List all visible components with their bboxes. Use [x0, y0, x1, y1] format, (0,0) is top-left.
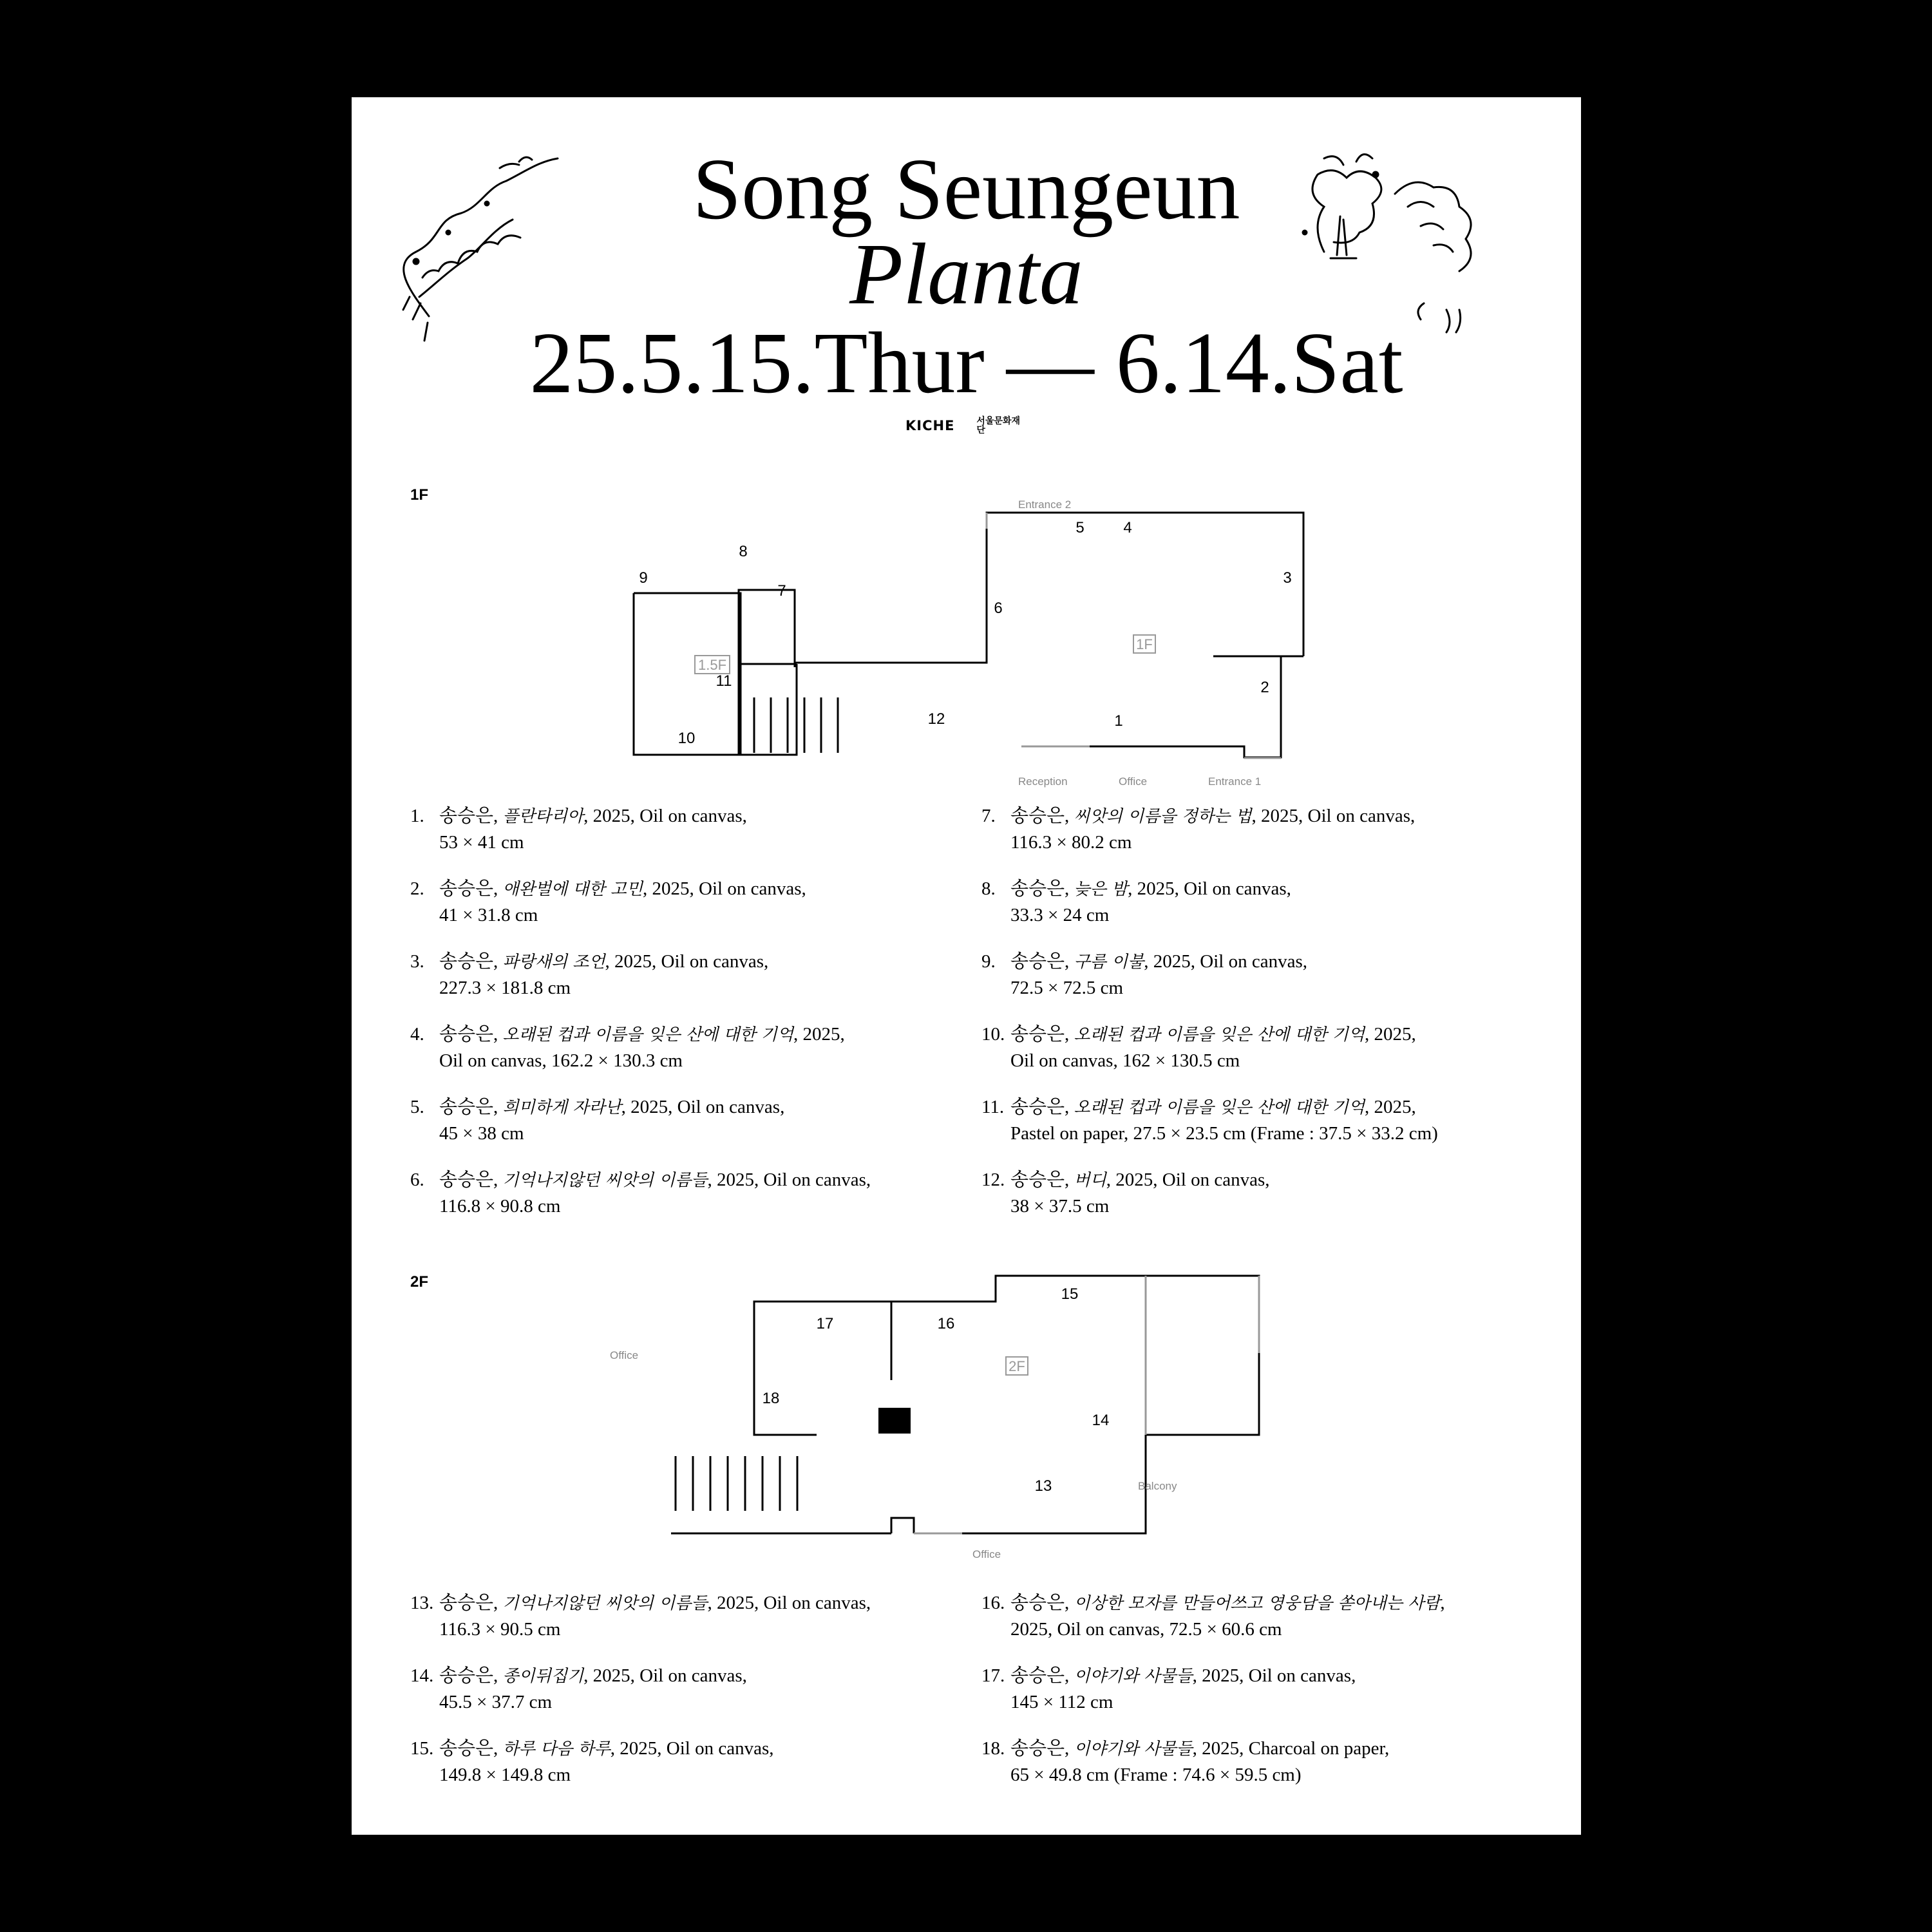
- artwork-number: 5.: [410, 1097, 424, 1117]
- artwork-artist: 송승은,: [1010, 806, 1074, 826]
- artist-name: Song Seungeun: [692, 141, 1240, 238]
- artwork-number: 2.: [410, 878, 424, 899]
- artwork-artist: 송승은,: [439, 1170, 503, 1190]
- sponsor-logos: [905, 413, 1023, 439]
- artwork-title: 오래된 컵과 이름을 잊은 산에 대한 기억: [502, 1025, 793, 1045]
- artwork-details: , 2025, Oil on canvas,: [621, 1097, 785, 1117]
- artwork-details: , 2025, Oil on canvas,: [1106, 1170, 1270, 1190]
- artwork-title: 늦은 밤: [1074, 880, 1128, 899]
- artwork-number: 13.: [410, 1593, 434, 1613]
- artwork-number: 18.: [981, 1738, 1005, 1759]
- artwork-entry: [981, 1021, 1561, 1074]
- artwork-title: 오래된 컵과 이름을 잊은 산에 대한 기억: [1074, 1025, 1365, 1045]
- artwork-medium-size: Oil on canvas, 162.2 × 130.3 cm: [439, 1050, 683, 1071]
- artwork-entry: [981, 803, 1561, 855]
- artwork-entry: [410, 1736, 951, 1788]
- artwork-artist: 송승은,: [1010, 878, 1074, 899]
- seoul-foundation-logo: 서울문화재단: [976, 416, 1021, 435]
- marker-3: 3: [1283, 569, 1292, 587]
- artwork-title: 구름 이불: [1074, 952, 1144, 972]
- artwork-medium-size: Pastel on paper, 27.5 × 23.5 cm (Frame : 37.5 × 33.2 cm): [1010, 1123, 1438, 1144]
- marker-1: 1: [1114, 712, 1123, 730]
- office-label: Office: [1119, 775, 1148, 788]
- artwork-number: 3.: [410, 951, 424, 972]
- marker-7: 7: [777, 582, 786, 600]
- marker-18: 18: [762, 1390, 780, 1407]
- artwork-number: 4.: [410, 1024, 424, 1045]
- artwork-entry: [410, 1021, 951, 1074]
- artwork-artist: 송승은,: [439, 878, 503, 899]
- artwork-details: , 2025, Oil on canvas,: [610, 1738, 774, 1759]
- marker-17: 17: [816, 1315, 834, 1332]
- poster-sheet: [352, 97, 1581, 1835]
- marker-10: 10: [677, 730, 696, 747]
- artwork-medium-size: Oil on canvas, 162 × 130.5 cm: [1010, 1050, 1240, 1071]
- artwork-entry: [981, 1094, 1561, 1146]
- artwork-title: 파랑새의 조언: [502, 952, 605, 972]
- exhibition-title: Planta: [849, 226, 1083, 323]
- floor-1-works-left: [410, 803, 951, 1240]
- artwork-medium-size: 45 × 38 cm: [439, 1123, 524, 1144]
- artwork-medium-size: 72.5 × 72.5 cm: [1010, 978, 1124, 998]
- artwork-title: 이상한 모자를 만들어쓰고 영웅담을 쏟아내는 사람: [1074, 1594, 1441, 1613]
- artwork-medium-size: 65 × 49.8 cm (Frame : 74.6 × 59.5 cm): [1010, 1765, 1302, 1785]
- artwork-title: 애완벌에 대한 고민: [502, 880, 643, 899]
- artwork-number: 8.: [981, 878, 996, 899]
- artwork-entry: [981, 876, 1561, 928]
- artwork-entry: [410, 803, 951, 855]
- floor-2-label: 2F: [410, 1273, 429, 1291]
- artwork-number: 16.: [981, 1593, 1005, 1613]
- artwork-artist: 송승은,: [439, 1665, 503, 1686]
- artwork-title: 이야기와 사물들: [1074, 1739, 1193, 1759]
- artwork-details: , 2025, Oil on canvas,: [707, 1593, 871, 1613]
- room-1f-badge: 1F: [1136, 636, 1153, 652]
- artwork-details: , 2025,: [1365, 1097, 1416, 1117]
- artwork-entry: [981, 1167, 1561, 1219]
- exhibition-dates: 25.5.15.Thur — 6.14.Sat: [529, 315, 1403, 412]
- artwork-details: , 2025, Oil on canvas,: [1251, 806, 1416, 826]
- room-1-5f-badge: 1.5F: [697, 657, 727, 673]
- artwork-number: 17.: [981, 1665, 1005, 1686]
- artwork-medium-size: 38 × 37.5 cm: [1010, 1196, 1110, 1217]
- artwork-artist: 송승은,: [1010, 951, 1074, 972]
- artwork-entry: [981, 1736, 1561, 1788]
- artwork-details: , 2025, Oil on canvas,: [1144, 951, 1307, 972]
- artwork-medium-size: 33.3 × 24 cm: [1010, 905, 1110, 925]
- artwork-entry: [981, 949, 1561, 1001]
- artwork-title: 버디: [1074, 1171, 1106, 1190]
- artwork-artist: 송승은,: [1010, 1593, 1074, 1613]
- artwork-medium-size: 41 × 31.8 cm: [439, 905, 538, 925]
- office-bottom-label: Office: [972, 1548, 1001, 1560]
- artwork-details: , 2025, Oil on canvas,: [1128, 878, 1291, 899]
- marker-5: 5: [1075, 519, 1084, 536]
- reception-label: Reception: [1018, 775, 1068, 788]
- artwork-details: , 2025, Oil on canvas,: [583, 806, 747, 826]
- artwork-artist: 송승은,: [1010, 1024, 1074, 1045]
- artwork-entry: [410, 1167, 951, 1219]
- artwork-medium-size: 227.3 × 181.8 cm: [439, 978, 571, 998]
- artwork-details: , 2025, Charcoal on paper,: [1192, 1738, 1390, 1759]
- artwork-artist: 송승은,: [1010, 1097, 1074, 1117]
- artwork-artist: 송승은,: [439, 1097, 503, 1117]
- marker-8: 8: [739, 543, 748, 560]
- artwork-medium-size: 116.8 × 90.8 cm: [439, 1196, 561, 1217]
- artwork-number: 9.: [981, 951, 996, 972]
- artwork-details: , 2025, Oil on canvas,: [1192, 1665, 1356, 1686]
- artwork-title: 이야기와 사물들: [1074, 1667, 1193, 1686]
- artwork-title: 하루 다음 하루: [502, 1739, 611, 1759]
- artwork-entry: [410, 949, 951, 1001]
- office-left-label: Office: [610, 1349, 639, 1361]
- kiche-logo: KICHE: [905, 418, 955, 433]
- floor-1-works-right: [981, 803, 1561, 1240]
- artwork-medium-size: 53 × 41 cm: [439, 832, 524, 853]
- floor-2-plan: [352, 1269, 1581, 1578]
- marker-14: 14: [1092, 1412, 1110, 1429]
- artwork-artist: 송승은,: [439, 1024, 503, 1045]
- entrance-2-label: Entrance 2: [1018, 498, 1072, 511]
- artwork-details: ,: [1440, 1593, 1445, 1613]
- artwork-artist: 송승은,: [1010, 1170, 1074, 1190]
- marker-12: 12: [927, 710, 945, 728]
- artwork-artist: 송승은,: [439, 1738, 503, 1759]
- artwork-number: 1.: [410, 806, 424, 826]
- artwork-number: 15.: [410, 1738, 434, 1759]
- artwork-title: 플란타리아: [502, 807, 584, 826]
- artwork-title: 종이뒤집기: [502, 1667, 584, 1686]
- artwork-number: 12.: [981, 1170, 1005, 1190]
- artwork-medium-size: 116.3 × 90.5 cm: [439, 1619, 561, 1640]
- artwork-artist: 송승은,: [1010, 1665, 1074, 1686]
- artwork-artist: 송승은,: [439, 951, 503, 972]
- artwork-title: 씨앗의 이름을 정하는 법: [1074, 807, 1252, 826]
- artwork-medium-size: 149.8 × 149.8 cm: [439, 1765, 571, 1785]
- artwork-details: , 2025,: [793, 1024, 845, 1045]
- marker-16: 16: [937, 1315, 955, 1332]
- artwork-details: , 2025, Oil on canvas,: [643, 878, 806, 899]
- artwork-number: 14.: [410, 1665, 434, 1686]
- artwork-number: 7.: [981, 806, 996, 826]
- marker-6: 6: [994, 600, 1003, 617]
- artwork-medium-size: 45.5 × 37.7 cm: [439, 1692, 553, 1712]
- artwork-entry: [410, 1590, 951, 1642]
- artwork-artist: 송승은,: [439, 806, 503, 826]
- artwork-details: , 2025, Oil on canvas,: [605, 951, 769, 972]
- artwork-number: 11.: [981, 1097, 1005, 1117]
- marker-9: 9: [639, 569, 648, 587]
- artwork-title: 기억나지않던 씨앗의 이름들: [502, 1171, 708, 1190]
- artwork-artist: 송승은,: [1010, 1738, 1074, 1759]
- artwork-title: 오래된 컵과 이름을 잊은 산에 대한 기억: [1074, 1098, 1365, 1117]
- floor-2-works-right: [981, 1590, 1561, 1808]
- marker-11: 11: [715, 672, 732, 690]
- entrance-1-label: Entrance 1: [1208, 775, 1262, 788]
- artwork-number: 6.: [410, 1170, 424, 1190]
- artwork-entry: [410, 876, 951, 928]
- artwork-details: , 2025, Oil on canvas,: [583, 1665, 747, 1686]
- floor-2-works-left: [410, 1590, 951, 1808]
- artwork-entry: [981, 1663, 1561, 1715]
- artwork-artist: 송승은,: [439, 1593, 503, 1613]
- marker-13: 13: [1034, 1477, 1052, 1495]
- artwork-entry: [981, 1590, 1561, 1642]
- artwork-number: 10.: [981, 1024, 1005, 1045]
- marker-2: 2: [1260, 679, 1269, 696]
- artwork-title: 기억나지않던 씨앗의 이름들: [502, 1594, 708, 1613]
- artwork-medium-size: 2025, Oil on canvas, 72.5 × 60.6 cm: [1010, 1619, 1282, 1640]
- artwork-entry: [410, 1094, 951, 1146]
- marker-4: 4: [1123, 519, 1132, 536]
- artwork-entry: [410, 1663, 951, 1715]
- floor-1-label: 1F: [410, 486, 429, 504]
- room-2f-badge: 2F: [1009, 1358, 1025, 1374]
- artwork-title: 희미하게 자라난: [502, 1098, 621, 1117]
- artwork-medium-size: 145 × 112 cm: [1010, 1692, 1113, 1712]
- marker-15: 15: [1061, 1285, 1079, 1303]
- balcony-label: Balcony: [1138, 1480, 1177, 1492]
- artwork-details: , 2025, Oil on canvas,: [707, 1170, 871, 1190]
- artwork-medium-size: 116.3 × 80.2 cm: [1010, 832, 1132, 853]
- artwork-details: , 2025,: [1365, 1024, 1416, 1045]
